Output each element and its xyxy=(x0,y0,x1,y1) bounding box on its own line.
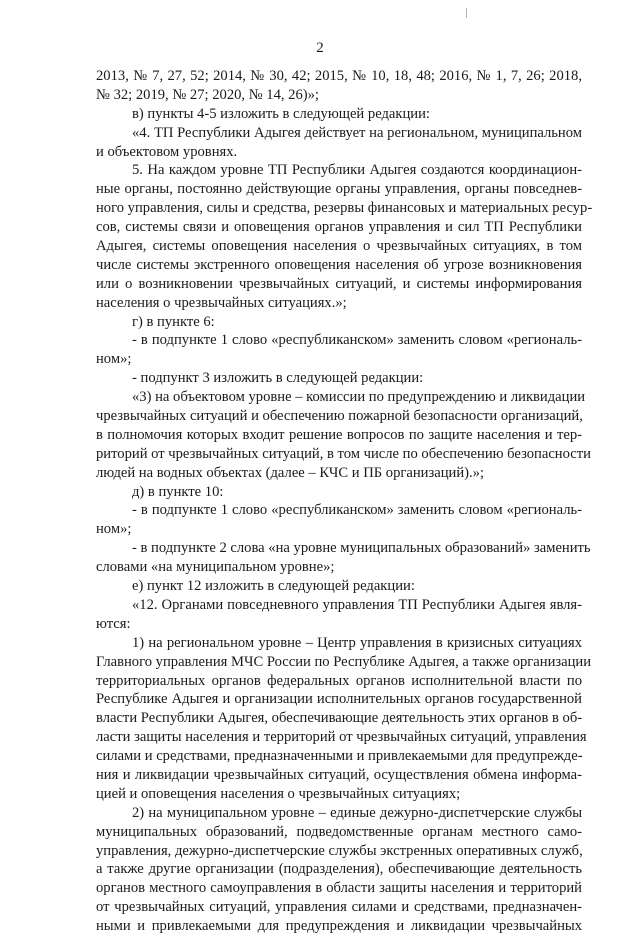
text-line: «3) на объектовом уровне – комиссии по предупреждению и ликвидации xyxy=(132,389,586,406)
text-line: 2013, № 7, 27, 52; 2014, № 30, 42; 2015, № 10, 18, 48; 2016, № 1, 7, 26; 2018, xyxy=(96,68,582,84)
text-line: или о возникновении чрезвычайных ситуаций, и системы информирования xyxy=(96,275,582,292)
text-line: ются: xyxy=(96,615,131,632)
text-line: ными и привлекаемыми для предупреждения и ликвидации чрезвычайных xyxy=(96,918,582,935)
text-line: управления, дежурно-диспетчерские службы экстренных оперативных служб, xyxy=(96,842,583,859)
text-line: Адыгея, системы оповещения населения о чрезвычайных ситуациях, в том xyxy=(96,238,582,255)
text-line: ном»; xyxy=(96,351,132,368)
text-line: людей на водных объектах (далее – КЧС и ПБ организаций).»; xyxy=(96,464,485,481)
text-line: власти Республики Адыгея, обеспечивающие деятельность этих органов в об- xyxy=(96,710,583,727)
text-line: Республике Адыгея и организации исполнительных органов государственной xyxy=(96,691,582,708)
text-line: 5. На каждом уровне ТП Республики Адыгея создаются координацион- xyxy=(132,162,582,179)
text-line: и объектовом уровнях. xyxy=(96,143,238,160)
text-line: - подпункт 3 изложить в следующей редакции: xyxy=(132,370,424,387)
text-line: а также другие организации (подразделения), обеспечивающие деятельность xyxy=(96,861,582,878)
text-line: силами и средствами, предназначенными и привлекаемыми для предупрежде- xyxy=(96,748,583,765)
text-line: территориальных органов федеральных органов исполнительной власти по xyxy=(96,672,582,689)
text-line: - в подпункте 1 слово «республиканском» заменить словом «региональ- xyxy=(132,332,582,349)
text-line: д) в пункте 10: xyxy=(132,483,224,500)
text-line: муниципальных образований, подведомственные органам местного само- xyxy=(96,823,582,840)
text-line: ные органы, постоянно действующие органы управления, органы повседнев- xyxy=(96,181,582,198)
text-line: ния и ликвидации чрезвычайных ситуаций, осуществления обмена информа- xyxy=(96,766,582,783)
text-line: Главного управления МЧС России по Республике Адыгея, а также организации xyxy=(96,653,592,670)
text-line: 2) на муниципальном уровне – единые дежурно-диспетчерские службы xyxy=(132,804,582,821)
text-line: - в подпункте 2 слова «на уровне муниципальных образований» заменить xyxy=(132,540,591,557)
text-line: числе системы экстренного оповещения населения об угрозе возникновения xyxy=(96,256,582,273)
text-line: № 32; 2019, № 27; 2020, № 14, 26)»; xyxy=(96,86,319,103)
text-line: в) пункты 4-5 изложить в следующей редакции: xyxy=(132,105,430,122)
text-line: е) пункт 12 изложить в следующей редакции: xyxy=(132,578,415,595)
text-line: сов, системы связи и оповещения органов управления и сил ТП Республики xyxy=(96,219,582,236)
text-line: «4. ТП Республики Адыгея действует на региональном, муниципальном xyxy=(132,124,582,141)
text-line: - в подпункте 1 слово «республиканском» заменить словом «региональ- xyxy=(132,502,582,519)
text-line: 1) на региональном уровне – Центр управления в кризисных ситуациях xyxy=(132,634,582,651)
text-line: чрезвычайных ситуаций и обеспечению пожарной безопасности организаций, xyxy=(96,408,583,425)
text-line: в полномочия которых входит решение вопросов по защите населения и тер- xyxy=(96,426,582,443)
page-number: 2 xyxy=(316,40,324,56)
text-line: «12. Органами повседневного управления ТП Республики Адыгея явля- xyxy=(132,596,582,613)
text-line: ласти защиты населения и территорий от чрезвычайных ситуаций, управления xyxy=(96,729,587,746)
text-line: от чрезвычайных ситуаций, управления силами и средствами, предназначен- xyxy=(96,899,582,916)
text-line: населения о чрезвычайных ситуациях.»; xyxy=(96,294,347,311)
text-line: цией и оповещения населения о чрезвычайных ситуациях; xyxy=(96,785,461,802)
text-line: органов местного самоуправления в области защиты населения и территорий xyxy=(96,880,582,897)
document-body xyxy=(96,67,593,936)
scan-mark xyxy=(466,8,467,18)
text-line: ном»; xyxy=(96,521,132,538)
text-line: словами «на муниципальном уровне»; xyxy=(96,559,335,576)
text-line: риторий от чрезвычайных ситуаций, в том числе по обеспечению безопасности xyxy=(96,445,591,462)
text-line: г) в пункте 6: xyxy=(132,313,215,330)
text-line: ного управления, силы и средства, резервы финансовых и материальных ресур- xyxy=(96,200,593,217)
